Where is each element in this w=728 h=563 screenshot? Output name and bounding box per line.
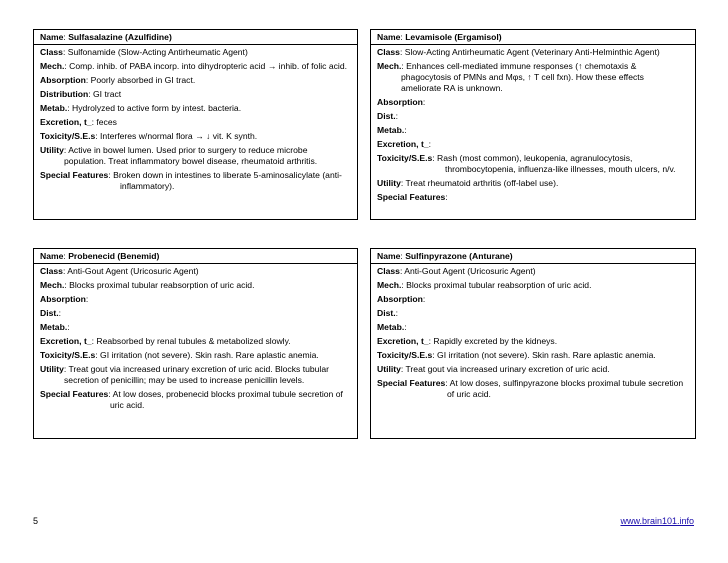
utility-field: Utility: Treat gout via increased urinary excretion of uric acid. bbox=[377, 364, 610, 374]
dist-field: Dist.: bbox=[40, 308, 62, 318]
mech-field: Mech.: Comp. inhib. of PABA incorp. into dihydropteric acid → inhib. of folic acid. bbox=[40, 61, 347, 71]
card-header: Name: Sulfasalazine (Azulfidine) bbox=[34, 32, 357, 45]
metab-field: Metab.: Hydrolyzed to active form by intest. bacteria. bbox=[40, 103, 242, 113]
name-label: Name bbox=[40, 251, 64, 261]
utility-field: Utility: Treat gout via increased urinary excretion of uric acid. Blocks tubular secretion of penicillin; may be used to increase penicillin levels. bbox=[40, 364, 329, 385]
name-label: Name bbox=[40, 32, 64, 42]
dist-field: Dist.: bbox=[377, 308, 399, 318]
card-header: Name: Probenecid (Benemid) bbox=[34, 251, 357, 264]
distribution-field: Distribution: GI tract bbox=[40, 89, 122, 99]
toxicity-field: Toxicity/S.E.s: GI irritation (not severe). Skin rash. Rare aplastic anemia. bbox=[40, 350, 319, 360]
special-features-field: Special Features: At low doses, sulfinpyrazone blocks proximal tubule secretion of uric acid. bbox=[377, 378, 684, 399]
drug-card-levamisole bbox=[370, 29, 696, 220]
utility-field: Utility: Active in bowel lumen. Used prior to surgery to reduce microbe population. Treat inflammatory bowel disease, rheumatoid arthritis. bbox=[40, 145, 318, 166]
metab-field: Metab.: bbox=[40, 322, 70, 332]
drug-card-sulfinpyrazone bbox=[370, 248, 696, 439]
class-field: Class: Slow-Acting Antirheumatic Agent (Veterinary Anti-Helminthic Agent) bbox=[377, 47, 660, 57]
dist-field: Dist.: bbox=[377, 111, 399, 121]
excretion-field: Excretion, t_: Reabsorbed by renal tubules & metabolized slowly. bbox=[40, 336, 291, 346]
special-features-field: Special Features: At low doses, probenecid blocks proximal tubule secretion of uric acid. bbox=[40, 389, 343, 410]
card-header: Name: Sulfinpyrazone (Anturane) bbox=[371, 251, 695, 264]
drug-name: Levamisole (Ergamisol) bbox=[405, 32, 502, 42]
drug-card-sulfasalazine bbox=[33, 29, 358, 220]
class-field: Class: Anti-Gout Agent (Uricosuric Agent) bbox=[40, 266, 199, 276]
class-field: Class: Anti-Gout Agent (Uricosuric Agent) bbox=[377, 266, 536, 276]
name-label: Name bbox=[377, 32, 401, 42]
mech-field: Mech.: Blocks proximal tubular reabsorption of uric acid. bbox=[40, 280, 255, 290]
special-features-field: Special Features: bbox=[377, 192, 448, 202]
toxicity-field: Toxicity/S.E.s: Interferes w/normal flora → ↓ vit. K synth. bbox=[40, 131, 258, 141]
drug-card-probenecid bbox=[33, 248, 358, 439]
class-field: Class: Sulfonamide (Slow-Acting Antirheumatic Agent) bbox=[40, 47, 248, 57]
excretion-field: Excretion, t_: Rapidly excreted by the kidneys. bbox=[377, 336, 558, 346]
special-features-field: Special Features: Broken down in intestines to liberate 5-aminosalicylate (anti- inflammatory). bbox=[40, 170, 342, 191]
excretion-field: Excretion, t_: bbox=[377, 139, 431, 149]
website-link[interactable]: www.brain101.info bbox=[620, 516, 694, 526]
absorption-field: Absorption: Poorly absorbed in GI tract. bbox=[40, 75, 196, 85]
mech-field: Mech.: Enhances cell-mediated immune responses (↑ chemotaxis & phagocytosis of PMNs and Mφs, ↑ T cell fxn). How these effects ameliorate RA is unknown. bbox=[377, 61, 644, 93]
toxicity-field: Toxicity/S.E.s: GI irritation (not severe). Skin rash. Rare aplastic anemia. bbox=[377, 350, 656, 360]
metab-field: Metab.: bbox=[377, 125, 407, 135]
absorption-field: Absorption: bbox=[377, 97, 426, 107]
toxicity-field: Toxicity/S.E.s: Rash (most common), leukopenia, agranulocytosis, thrombocytopenia, influenza-like illnesses, mouth ulcers, n/v. bbox=[377, 153, 676, 174]
absorption-field: Absorption: bbox=[377, 294, 426, 304]
drug-name: Probenecid (Benemid) bbox=[68, 251, 160, 261]
mech-field: Mech.: Blocks proximal tubular reabsorption of uric acid. bbox=[377, 280, 592, 290]
utility-field: Utility: Treat rheumatoid arthritis (off-label use). bbox=[377, 178, 559, 188]
drug-name: Sulfinpyrazone (Anturane) bbox=[405, 251, 513, 261]
metab-field: Metab.: bbox=[377, 322, 407, 332]
name-label: Name bbox=[377, 251, 401, 261]
excretion-field: Excretion, t_: feces bbox=[40, 117, 117, 127]
card-header: Name: Levamisole (Ergamisol) bbox=[371, 32, 695, 45]
absorption-field: Absorption: bbox=[40, 294, 89, 304]
drug-name: Sulfasalazine (Azulfidine) bbox=[68, 32, 172, 42]
page-number: 5 bbox=[33, 516, 39, 526]
